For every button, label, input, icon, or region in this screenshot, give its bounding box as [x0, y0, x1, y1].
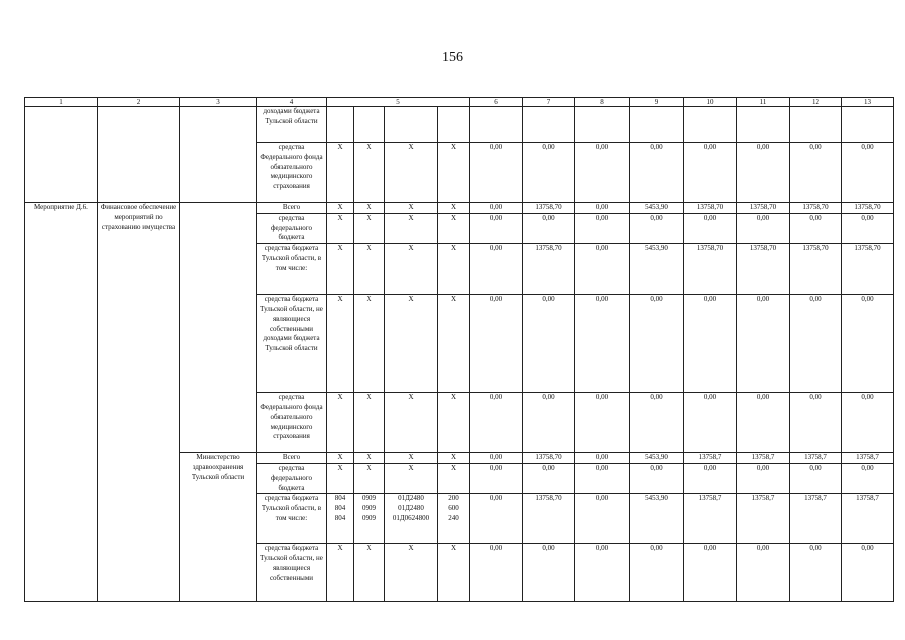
col-header: 1	[25, 98, 98, 107]
row-desc: доходами бюджета Тульской области	[257, 107, 327, 143]
value-cell: 0,00	[575, 295, 630, 393]
value-cell: 13758,70	[523, 494, 575, 544]
row-desc: средства Федерального фонда обязательного медицинского страхования	[257, 393, 327, 453]
value-cell: 13758,70	[842, 203, 894, 214]
value-cell: 13758,70	[684, 244, 737, 295]
value-cell: 0,00	[842, 393, 894, 453]
code-cell: 0909 0909 0909	[354, 494, 385, 544]
col-header: 11	[737, 98, 790, 107]
code-cell: X	[438, 295, 470, 393]
code-cell: X	[327, 213, 354, 243]
value-cell: 0,00	[470, 143, 523, 203]
code-cell: X	[354, 463, 385, 493]
code-cell: X	[354, 213, 385, 243]
value-cell: 0,00	[575, 453, 630, 464]
code-cell: X	[385, 393, 438, 453]
value-cell: 0,00	[737, 463, 790, 493]
value-cell: 13758,7	[790, 453, 842, 464]
value-cell: 13758,70	[737, 203, 790, 214]
value-cell: 13758,7	[842, 494, 894, 544]
code-cell: X	[385, 463, 438, 493]
value-cell: 0,00	[737, 544, 790, 602]
value-cell: 0,00	[790, 213, 842, 243]
code-cell: X	[327, 203, 354, 214]
value-cell: 0,00	[684, 213, 737, 243]
code-cell: 804 804 804	[327, 494, 354, 544]
value-cell: 0,00	[842, 143, 894, 203]
code-cell: X	[385, 143, 438, 203]
code-cell: X	[354, 295, 385, 393]
value-cell: 0,00	[630, 295, 684, 393]
row-desc: средства бюджета Тульской области, не являющиеся собственными	[257, 544, 327, 602]
value-cell: 13758,7	[790, 494, 842, 544]
value-cell: 0,00	[790, 393, 842, 453]
value-cell: 13758,70	[523, 453, 575, 464]
value-cell: 0,00	[842, 544, 894, 602]
code-cell: X	[438, 393, 470, 453]
code-cell: X	[385, 244, 438, 295]
table-row	[25, 203, 894, 214]
code-cell: X	[385, 544, 438, 602]
value-cell: 13758,7	[684, 453, 737, 464]
code-cell: X	[438, 203, 470, 214]
value-cell: 0,00	[737, 393, 790, 453]
value-cell: 0,00	[575, 463, 630, 493]
value-cell: 0,00	[842, 463, 894, 493]
value-cell: 13758,70	[523, 203, 575, 214]
value-cell: 5453,90	[630, 494, 684, 544]
page-number: 156	[442, 50, 463, 65]
value-cell: 0,00	[470, 544, 523, 602]
value-cell: 13758,7	[842, 453, 894, 464]
value-cell: 0,00	[790, 143, 842, 203]
col-header: 10	[684, 98, 737, 107]
ministry-name: Министерство здравоохранения Тульской области	[180, 453, 257, 602]
value-cell: 0,00	[790, 463, 842, 493]
code-cell: X	[438, 143, 470, 203]
code-cell: X	[327, 463, 354, 493]
value-cell: 0,00	[684, 544, 737, 602]
value-cell: 0,00	[575, 494, 630, 544]
header-row	[25, 98, 894, 107]
value-cell: 0,00	[470, 295, 523, 393]
code-cell: X	[385, 453, 438, 464]
value-cell: 0,00	[684, 143, 737, 203]
value-cell: 0,00	[684, 463, 737, 493]
value-cell: 0,00	[684, 393, 737, 453]
value-cell: 0,00	[575, 393, 630, 453]
col-header: 2	[98, 98, 180, 107]
code-cell: X	[385, 203, 438, 214]
code-cell: X	[438, 463, 470, 493]
value-cell: 13758,7	[737, 494, 790, 544]
value-cell: 5453,90	[630, 203, 684, 214]
value-cell: 0,00	[575, 203, 630, 214]
value-cell: 0,00	[523, 393, 575, 453]
value-cell: 0,00	[470, 213, 523, 243]
value-cell: 0,00	[630, 544, 684, 602]
row-desc: средства бюджета Тульской области, в том числе:	[257, 494, 327, 544]
value-cell: 0,00	[470, 494, 523, 544]
code-cell: X	[385, 213, 438, 243]
value-cell: 13758,7	[737, 453, 790, 464]
code-cell: 01Д2480 01Д2480 01Д0624800	[385, 494, 438, 544]
value-cell: 13758,70	[737, 244, 790, 295]
value-cell: 0,00	[523, 295, 575, 393]
col-header: 3	[180, 98, 257, 107]
col-header: 9	[630, 98, 684, 107]
row-desc: Всего	[257, 203, 327, 214]
value-cell: 0,00	[523, 544, 575, 602]
value-cell: 13758,70	[790, 244, 842, 295]
col-header: 4	[257, 98, 327, 107]
measure-name: Мероприятие Д.6.	[25, 203, 98, 602]
code-cell: X	[327, 295, 354, 393]
row-desc: средства бюджета Тульской области, не являющиеся собственными доходами бюджета Тульской области	[257, 295, 327, 393]
value-cell: 0,00	[470, 393, 523, 453]
value-cell: 0,00	[575, 544, 630, 602]
row-desc: Всего	[257, 453, 327, 464]
code-cell: X	[354, 544, 385, 602]
code-cell: X	[354, 393, 385, 453]
value-cell: 0,00	[842, 213, 894, 243]
code-cell: X	[354, 453, 385, 464]
value-cell: 0,00	[790, 544, 842, 602]
code-cell: X	[438, 244, 470, 295]
value-cell: 0,00	[737, 213, 790, 243]
col-header: 13	[842, 98, 894, 107]
code-cell: X	[327, 453, 354, 464]
value-cell: 0,00	[470, 453, 523, 464]
measure-title: Финансовое обеспечение мероприятий по страхованию имущества	[98, 203, 180, 602]
value-cell: 0,00	[470, 244, 523, 295]
code-cell: X	[438, 213, 470, 243]
col-header: 8	[575, 98, 630, 107]
code-cell: X	[354, 203, 385, 214]
value-cell: 0,00	[630, 213, 684, 243]
code-cell: X	[327, 143, 354, 203]
col-header: 6	[470, 98, 523, 107]
value-cell: 0,00	[737, 295, 790, 393]
code-cell: X	[354, 143, 385, 203]
value-cell: 13758,70	[842, 244, 894, 295]
value-cell: 0,00	[470, 203, 523, 214]
value-cell: 0,00	[575, 213, 630, 243]
row-desc: средства бюджета Тульской области, в том числе:	[257, 244, 327, 295]
value-cell: 0,00	[790, 295, 842, 393]
value-cell: 0,00	[523, 143, 575, 203]
value-cell: 0,00	[575, 143, 630, 203]
value-cell: 0,00	[523, 463, 575, 493]
value-cell: 0,00	[842, 295, 894, 393]
code-cell: X	[327, 544, 354, 602]
value-cell: 13758,7	[684, 494, 737, 544]
value-cell: 13758,70	[684, 203, 737, 214]
code-cell: 200 600 240	[438, 494, 470, 544]
value-cell: 0,00	[630, 393, 684, 453]
budget-table	[24, 97, 894, 602]
table-row	[25, 107, 894, 143]
value-cell: 0,00	[684, 295, 737, 393]
value-cell: 5453,90	[630, 244, 684, 295]
value-cell: 0,00	[523, 213, 575, 243]
code-cell: X	[438, 544, 470, 602]
code-cell: X	[354, 244, 385, 295]
value-cell: 0,00	[470, 463, 523, 493]
value-cell: 5453,90	[630, 453, 684, 464]
value-cell: 13758,70	[523, 244, 575, 295]
col-header: 12	[790, 98, 842, 107]
value-cell: 0,00	[575, 244, 630, 295]
code-cell: X	[385, 295, 438, 393]
col-header: 5	[327, 98, 470, 107]
value-cell: 0,00	[737, 143, 790, 203]
code-cell: X	[327, 244, 354, 295]
value-cell: 13758,70	[790, 203, 842, 214]
value-cell: 0,00	[630, 463, 684, 493]
col-header: 7	[523, 98, 575, 107]
row-desc: средства Федерального фонда обязательного медицинского страхования	[257, 143, 327, 203]
value-cell: 0,00	[630, 143, 684, 203]
row-desc: средства федерального бюджета	[257, 213, 327, 243]
code-cell: X	[438, 453, 470, 464]
code-cell: X	[327, 393, 354, 453]
row-desc: средства федерального бюджета	[257, 463, 327, 493]
